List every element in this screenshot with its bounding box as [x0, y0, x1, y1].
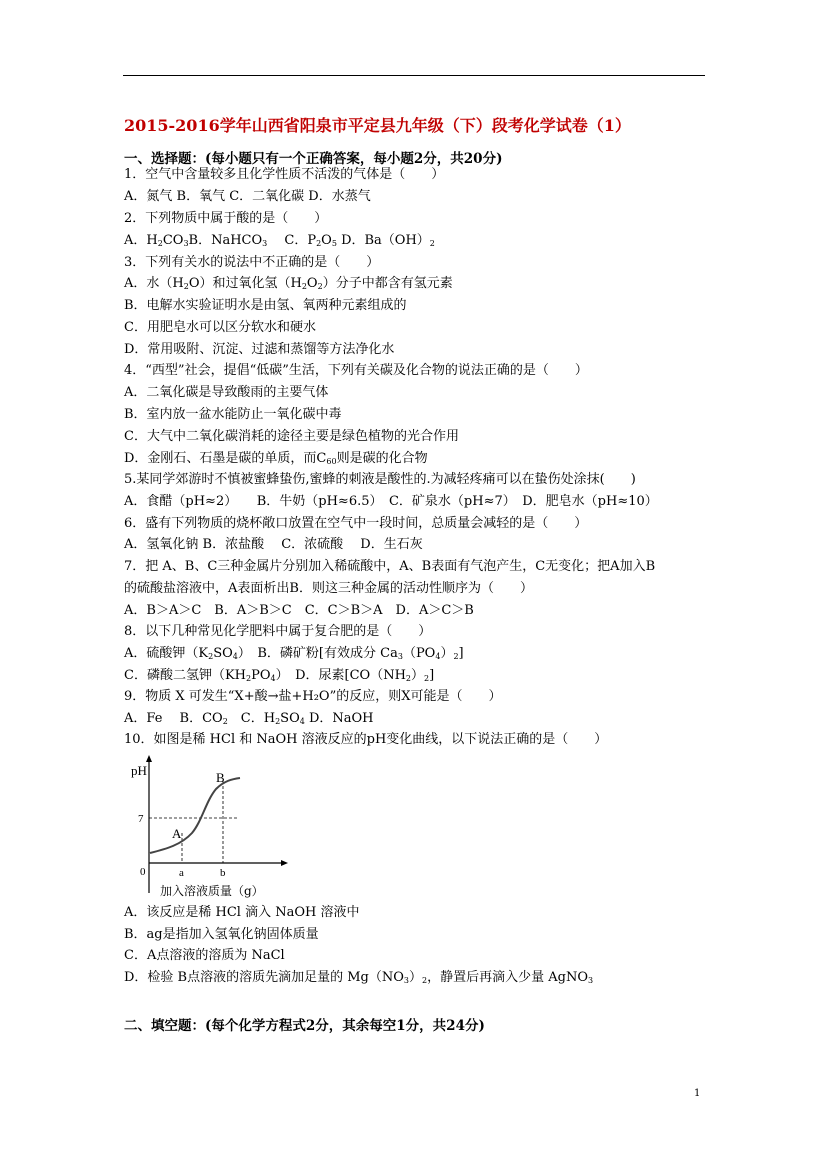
- page-title: 2015-2016学年山西省阳泉市平定县九年级（下）段考化学试卷（1）: [124, 116, 631, 135]
- section-heading-choice: 一、选择题：(每小题只有一个正确答案，每小题2分，共20分): [124, 151, 503, 167]
- question-6: 6．盛有下列物质的烧杯敞口放置在空气中一段时间，总质量会减轻的是（ ）: [124, 516, 588, 531]
- y-axis-arrow: [146, 755, 152, 762]
- question-3-option-c: C．用肥皂水可以区分软水和硬水: [124, 320, 316, 335]
- ph-curve: [150, 778, 240, 853]
- header-rule: [123, 75, 705, 76]
- point-a-label: A: [172, 826, 182, 841]
- question-4-option-a: A．二氧化碳是导致酸雨的主要气体: [124, 385, 329, 400]
- question-1-options: A．氮气 B．氧气 C．二氧化碳 D．水蒸气: [124, 189, 371, 204]
- page-number: 1: [694, 1088, 701, 1099]
- question-10-option-c: C．A点溶液的溶质为 NaCl: [124, 948, 285, 963]
- question-8: 8．以下几种常见化学肥料中属于复合肥的是（ ）: [124, 624, 432, 639]
- question-9: 9．物质 X 可发生“X+酸→盐+H₂O”的反应，则X可能是（ ）: [124, 689, 502, 704]
- question-3: 3．下列有关水的说法中不正确的是（ ）: [124, 255, 380, 270]
- x-tick-b: b: [220, 867, 226, 879]
- y-tick-7: 7: [138, 813, 144, 825]
- y-axis-label: pH: [131, 763, 147, 778]
- question-8-options-ab: A．硫酸钾$(K_2SO_4)$ B．磷矿粉[有效成分 $Ca_3(PO_4)_2$]: [124, 646, 464, 661]
- point-b-label: B: [216, 770, 225, 785]
- question-6-options: A．氢氧化钠 B．浓盐酸 C．浓硫酸 D．生石灰: [124, 537, 423, 552]
- question-8-options-cd: C．磷酸二氢钾$(KH_2PO_4)$ D．尿素$[CO(NH_2)_2]$: [124, 668, 435, 683]
- question-2-options: A．$H_2CO_3B$．NaHCO$_3$ C．$P_2O_5$ D．$Ba(OH)_2$: [124, 233, 435, 248]
- origin-label: 0: [140, 866, 146, 878]
- question-3-option-b: B．电解水实验证明水是由氢、氧两种元素组成的: [124, 298, 407, 313]
- question-5: 5.某同学郊游时不慎被蜜蜂蛰伤,蜜蜂的刺液是酸性的.为减轻疼痛可以在蛰伤处涂抹( ): [124, 472, 636, 487]
- question-4-option-b: B．室内放一盆水能防止一氧化碳中毒: [124, 407, 342, 422]
- question-2: 2．下列物质中属于酸的是（ ）: [124, 211, 328, 226]
- question-7-line-1: 7．把 A、B、C三种金属片分别加入稀硫酸中，A、B表面有气泡产生，C无变化；把A加入B: [124, 559, 656, 574]
- question-10-option-d: D．检验 B点溶液的溶质先滴加足量的 $Mg(NO_3)_2$，静置后再滴入少量 AgNO$_3$: [124, 970, 594, 985]
- question-9-options: A．Fe B．$CO_2$ C．$H_2SO_4$ D．NaOH: [124, 711, 374, 726]
- question-1: 1．空气中含量较多且化学性质不活泼的气体是（ ）: [124, 167, 445, 182]
- ph-curve-graph: [126, 753, 290, 903]
- x-axis-label: 加入溶液质量（g）: [160, 884, 264, 898]
- question-7-line-2: 的硫酸盐溶液中，A表面析出B．则这三种金属的活动性顺序为（ ）: [124, 581, 533, 596]
- section-heading-fill: 二、填空题：(每个化学方程式2分，其余每空1分，共24分): [124, 1018, 485, 1034]
- question-5-options: A．食醋（pH≈2） B．牛奶（pH≈6.5） C．矿泉水（pH≈7） D．肥皂水（pH≈10）: [124, 494, 658, 509]
- question-4-option-c: C．大气中二氧化碳消耗的途径主要是绿色植物的光合作用: [124, 429, 459, 444]
- question-3-option-a: A．水$(H_2O)$和过氧化氢$(H_2O_2)$分子中都含有氢元素: [124, 276, 453, 291]
- question-10-option-a: A．该反应是稀 HCl 滴入 NaOH 溶液中: [124, 905, 360, 920]
- question-7-options: A．B＞A＞C B．A＞B＞C C．C＞B＞A D．A＞C＞B: [124, 603, 474, 618]
- question-10: 10．如图是稀 HCl 和 NaOH 溶液反应的pH变化曲线，以下说法正确的是（ ）: [124, 732, 608, 747]
- question-4: 4．“西型”社会，提倡“低碳”生活，下列有关碳及化合物的说法正确的是（ ）: [124, 363, 588, 378]
- x-axis-arrow: [281, 860, 288, 866]
- question-3-option-d: D．常用吸附、沉淀、过滤和蒸馏等方法净化水: [124, 342, 395, 357]
- question-10-option-b: B．ag是指加入氢氧化钠固体质量: [124, 927, 319, 942]
- x-tick-a: a: [179, 867, 184, 879]
- question-4-option-d: D．金刚石、石墨是碳的单质，而$C_{60}$则是碳的化合物: [124, 451, 428, 466]
